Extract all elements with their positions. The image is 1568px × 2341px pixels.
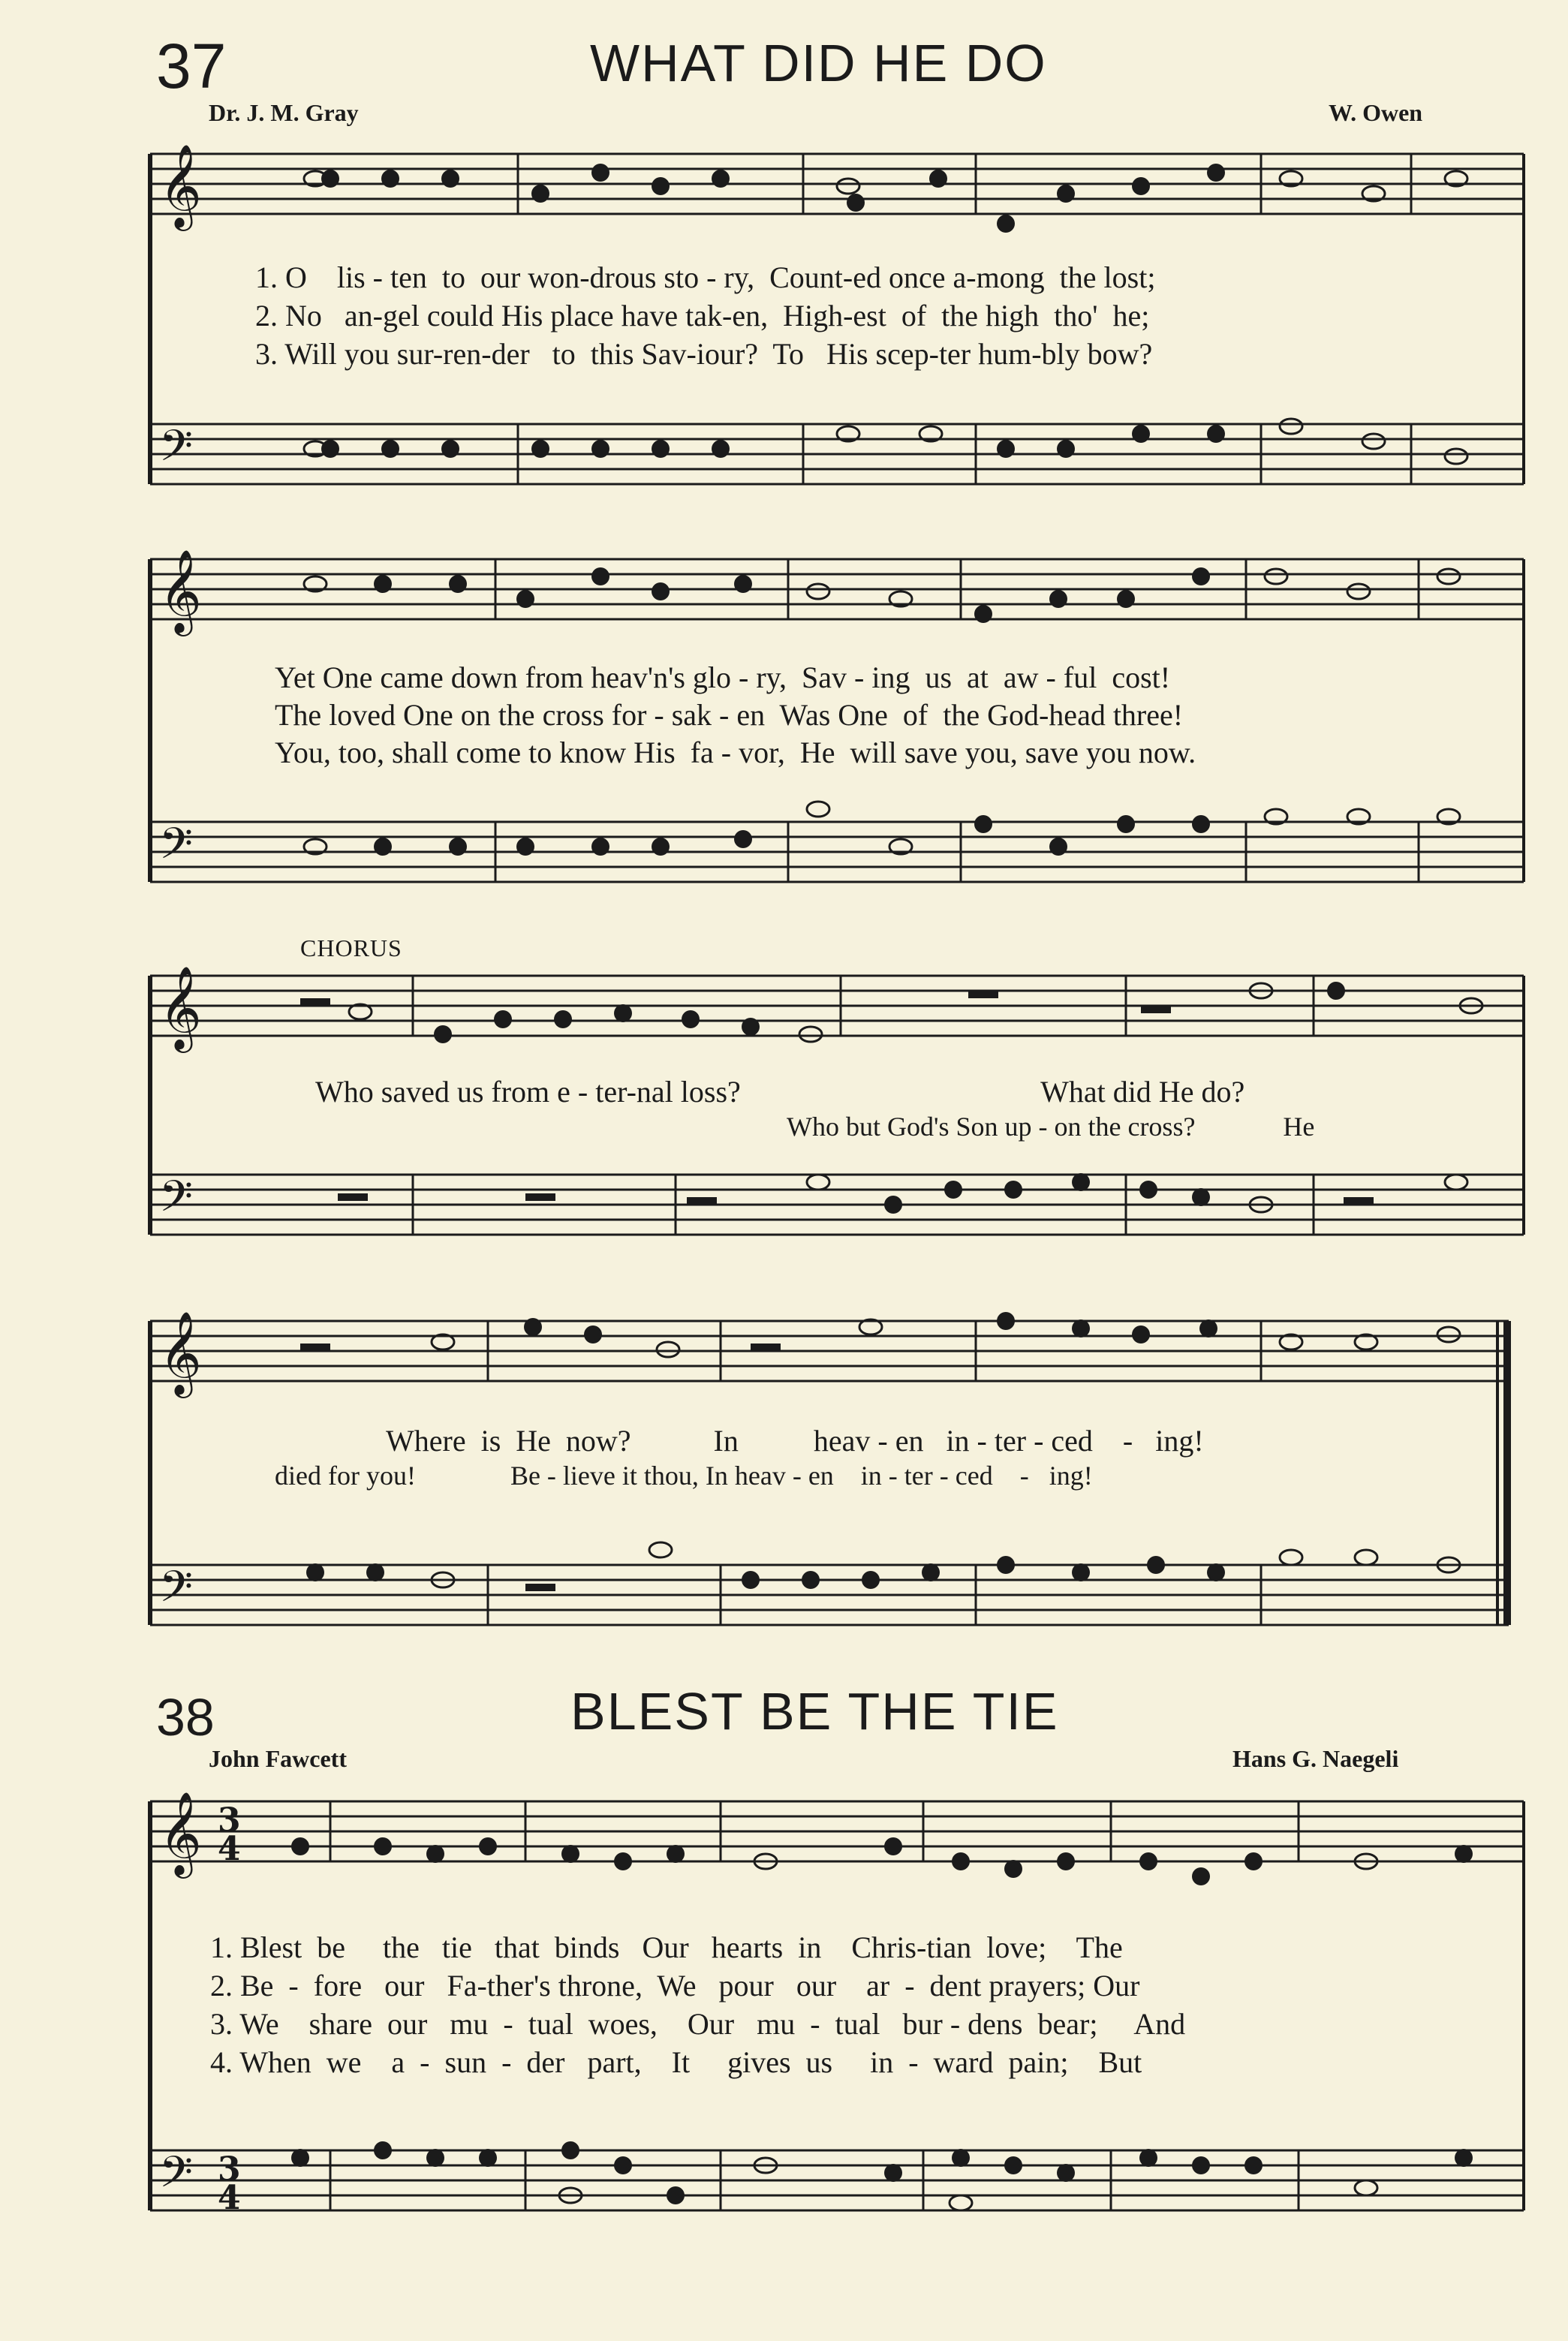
words-credit-37: Dr. J. M. Gray: [209, 99, 359, 126]
hymn37-chorus-b-lower: died for you! Be - lieve it thou, In heav - en in - ter - ced - ing!: [275, 1461, 1093, 1491]
hymn37-verse-1-line-1: 1. O lis - ten to our won-drous sto - ry, Count-ed once a-mong the lost;: [255, 260, 1156, 294]
svg-text:𝄢: 𝄢: [159, 818, 194, 880]
svg-text:𝄞: 𝄞: [159, 1310, 202, 1395]
hymn37-chorus-a-upper: Who saved us from e - ter-nal loss? What did He do?: [315, 1075, 1245, 1109]
hymn37-chorus-b-upper: Where is He now? In heav - en in - ter - ced - ing!: [386, 1424, 1204, 1458]
svg-text:𝄢: 𝄢: [159, 1561, 194, 1623]
hymn-title-37: WHAT DID HE DO: [590, 34, 1047, 92]
svg-text:3: 3: [218, 1801, 241, 1840]
svg-text:𝄞: 𝄞: [159, 965, 202, 1049]
svg-text:𝄢: 𝄢: [159, 1171, 194, 1232]
hymn38-verse-4: 4. When we a - sun - der part, It gives us in - ward pain; But: [210, 2045, 1142, 2079]
hymn38-verse-1: 1. Blest be the tie that binds Our hearts in Chris-tian love; The: [210, 1930, 1123, 1964]
words-credit-38: John Fawcett: [209, 1745, 347, 1772]
hymn37-verse-2-line-2: The loved One on the cross for - sak - en Was One of the God-head three!: [275, 698, 1184, 732]
hymn37-chorus-a-lower: Who but God's Son up - on the cross? He: [787, 1112, 1315, 1142]
svg-text:𝄢: 𝄢: [159, 420, 194, 482]
hymn37-verse-3-line-2: You, too, shall come to know His fa - vor, He will save you, save you now.: [275, 736, 1196, 769]
svg-text:𝄞: 𝄞: [159, 549, 202, 633]
svg-text:4: 4: [218, 1830, 241, 1868]
hymn37-verse-2-line-1: 2. No an-gel could His place have tak-en, High-est of the high tho' he;: [255, 299, 1150, 332]
svg-text:𝄢: 𝄢: [159, 2147, 194, 2208]
music-credit-37: W. Owen: [1329, 99, 1423, 126]
hymn-number-38: 38: [156, 1688, 215, 1747]
svg-text:4: 4: [218, 2179, 241, 2217]
chorus-label: CHORUS: [300, 934, 402, 961]
hymn38-verse-3: 3. We share our mu - tual woes, Our mu - tual bur - dens bear; And: [210, 2007, 1186, 2041]
hymn-title-38: BLEST BE THE TIE: [570, 1682, 1059, 1741]
music-credit-38: Hans G. Naegeli: [1232, 1745, 1399, 1772]
hymn37-verse-3-line-1: 3. Will you sur-ren-der to this Sav-iour? To His scep-ter hum-bly bow?: [255, 337, 1153, 371]
hymn38-verse-2: 2. Be - fore our Fa-ther's throne, We pour our ar - dent prayers; Our: [210, 1969, 1140, 2002]
svg-text:3: 3: [218, 2150, 241, 2189]
hymn-number-37: 37: [156, 31, 227, 101]
svg-text:𝄞: 𝄞: [159, 1791, 202, 1875]
hymn37-verse-1-line-2: Yet One came down from heav'n's glo - ry, Sav - ing us at aw - ful cost!: [275, 660, 1171, 694]
svg-text:𝄞: 𝄞: [159, 143, 202, 227]
